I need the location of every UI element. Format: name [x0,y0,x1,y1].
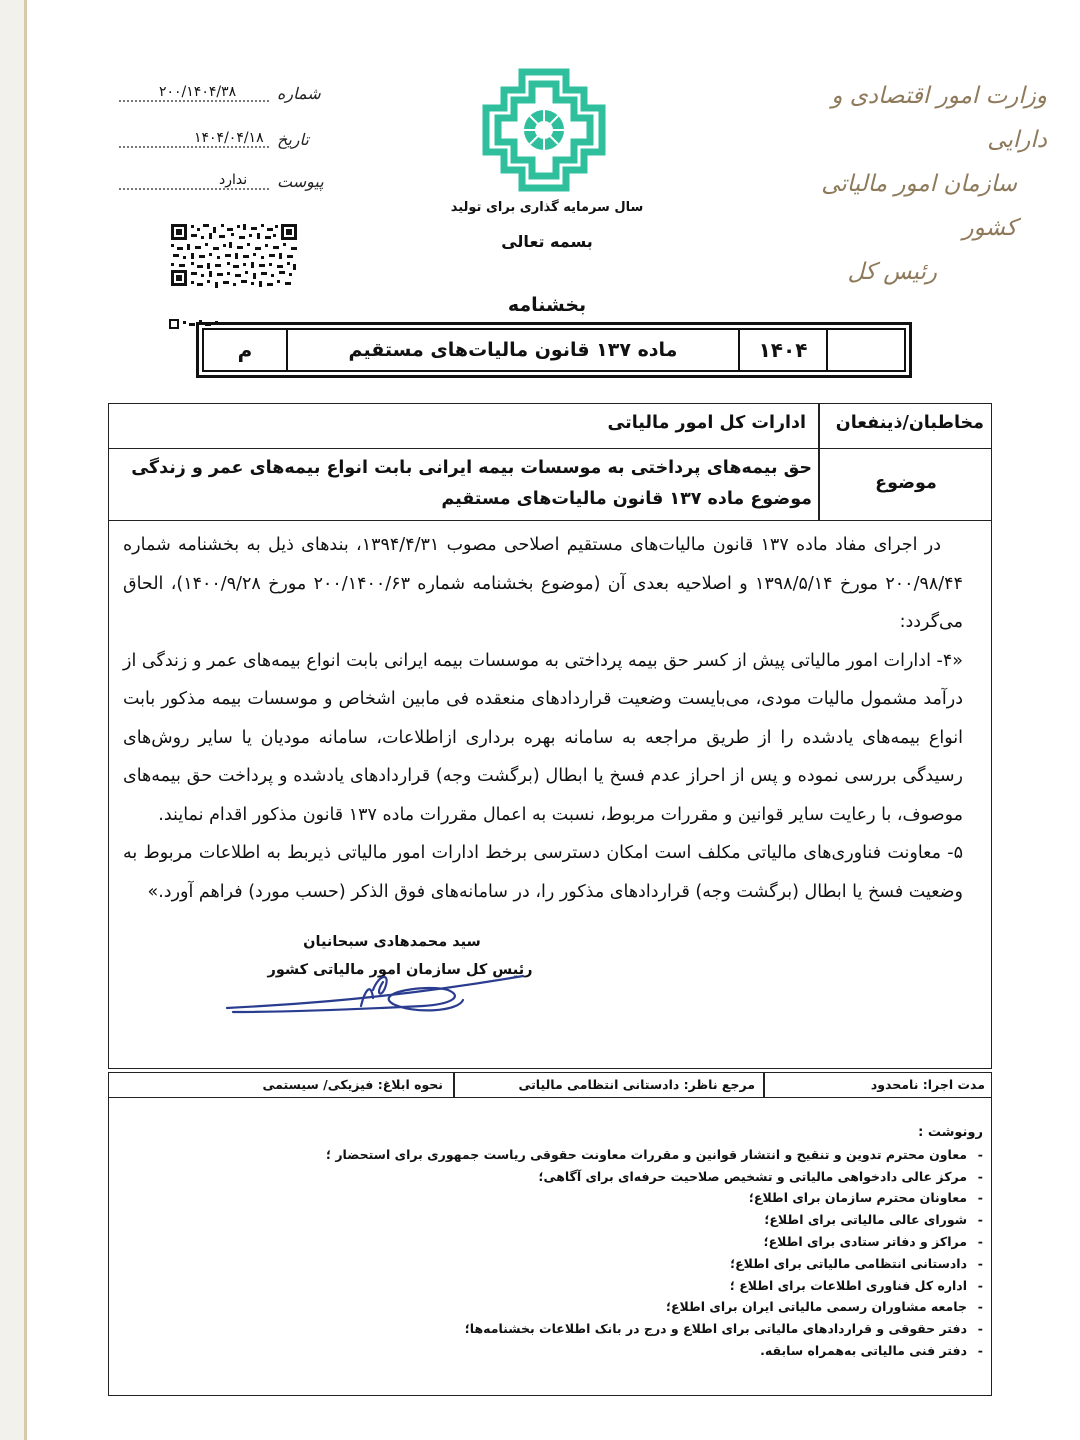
copy-recipient: -معاون محترم تدوین و تنقیح و انتشار قوانین و مقررات معاونت حقوقی ریاست جمهوری برای استحضار ؛ [326,1146,983,1162]
recipients-row [108,403,992,449]
circular-body [123,526,963,911]
supervising-authority: مرجع ناظر: دادستانی انتظامی مالیاتی [518,1077,755,1092]
date-label: تاریخ [277,130,309,149]
date-value: ۱۴۰۴/۰۴/۱۸ [194,130,264,146]
slogan: سال سرمایه گذاری برای تولید [450,200,644,215]
qr-code [169,222,299,288]
document-type: بخشنامه [507,294,587,316]
title-box-letter: م [203,329,287,371]
circular-year: ۱۴۰۴ [739,329,827,371]
copy-recipient: -دفتر حقوقی و قراردادهای مالیاتی برای اطلاع و درج در بانک اطلاعات بخشنامه‌ها؛ [464,1321,983,1337]
copy-recipient: -مراکز و دفاتر ستادی برای اطلاع؛ [763,1233,983,1249]
recipients-value: ادارات کل امور مالیاتی [607,413,806,433]
signatory-name: سید محمدهادی سبحانیان [303,934,481,950]
copy-recipient: -جامعه مشاوران رسمی مالیاتی ایران برای اطلاع؛ [665,1299,983,1315]
tax-organization-logo [482,68,606,192]
execution-duration: مدت اجرا: نامحدود [870,1077,985,1092]
number-label: شماره [277,84,321,103]
subject-label: موضوع [875,473,937,493]
copy-recipient: -دادستانی انتظامی مالیاتی برای اطلاع؛ [730,1255,983,1271]
document-page [24,0,1080,1440]
copies-list [137,1122,983,1362]
subject-value: حق بیمه‌های پرداختی به موسسات بیمه ایرانی بابت انواع بیمه‌های عمر و زندگی موضوع ماده ۱۳۷ قانون مالیات‌های مستقیم [131,458,812,509]
attachment-row [119,172,329,198]
title-box [196,322,912,378]
recipients-label: مخاطبان/ذینفعان [835,413,984,433]
footer-row [108,1072,992,1098]
ministry-header [797,74,1047,294]
notification-method: نحوه ابلاغ: فیزیکی/ سیستمی [262,1077,443,1092]
organization-line: سازمان امور مالیاتی کشور [821,171,1017,241]
number-row [119,84,329,110]
circular-title: ماده ۱۳۷ قانون مالیات‌های مستقیم [287,329,739,371]
copy-recipient: -شورای عالی مالیاتی برای اطلاع؛ [764,1212,983,1228]
head-line: رئیس کل [847,259,937,285]
copy-recipient: -معاونان محترم سازمان برای اطلاع؛ [748,1190,983,1206]
intro-paragraph: در اجرای مفاد ماده ۱۳۷ قانون مالیات‌های مستقیم اصلاحی مصوب ۱۳۹۴/۴/۳۱، بندهای ذیل به بخشنامه شماره ۲۰۰/۹۸/۴۴ مورخ ۱۳۹۸/۵/۱۴ و اصلاحیه بعدی آن (موضوع بخشنامه شماره ۲۰۰/۱۴۰۰/۶۳ مورخ ۱۴۰۰/۹/۲۸)، الحاق می‌گردد: [123,535,963,632]
clause-5: ۵- معاونت فناوری‌های مالیاتی مکلف است امکان دسترسی برخط ادارات امور مالیاتی ذیربط به اطلاعات مربوط به وضعیت فسخ یا ابطال (برگشت وجه) قراردادهای مذکور را، در سامانه‌های فوق الذکر (حسب مورد) فراهم آورد.» [123,843,963,902]
copy-recipient: -دفتر فنی مالیاتی به‌همراه سابقه. [760,1342,983,1358]
handwritten-signature [223,960,553,1020]
subject-row [108,449,992,521]
date-row [119,130,329,156]
title-box-extra [827,329,905,371]
title-box-table [202,328,906,372]
basmala: بسمه تعالی [501,232,593,251]
copy-recipient: -اداره کل فناوری اطلاعات برای اطلاع ؛ [729,1277,983,1293]
clause-4: «۴- ادارات امور مالیاتی پیش از کسر حق بیمه پرداختی به موسسات بیمه ایرانی بابت انواع بیمه‌های عمر و زندگی از درآمد مشمول مالیات مودی، می‌بایست وضعیت قراردادهای منعقده فی مابین اشخاص و موسسات بیمه مذکور بابت انواع بیمه‌های یادشده را از طریق مراجعه به سامانه بهره برداری ازاطلاعات، سامانه مودیان یا سایر روش‌های رسیدگی بررسی نموده و پس از احراز عدم فسخ یا ابطال (برگشت وجه) قراردادهای یادشده و پرداخت حق بیمه‌های موصوف، با رعایت سایر قوانین و مقررات مربوط، نسبت به اعمال مقررات ماده ۱۳۷ قانون مذکور اقدام نمایند. [123,650,963,825]
copy-recipient: -مرکز عالی دادخواهی مالیاتی و تشخیص صلاحیت حرفه‌ای برای آگاهی؛ [538,1168,983,1184]
signatory-position: رئیس کل سازمان امور مالیاتی کشور [267,962,533,978]
attachment-value: ندارد [219,172,248,188]
attachment-label: پیوست [277,172,324,191]
ministry-line: وزارت امور اقتصادی و دارایی [831,83,1047,153]
number-value: ۲۰۰/۱۴۰۴/۳۸ [159,84,237,100]
copies-heading: رونوشت : [918,1125,983,1140]
